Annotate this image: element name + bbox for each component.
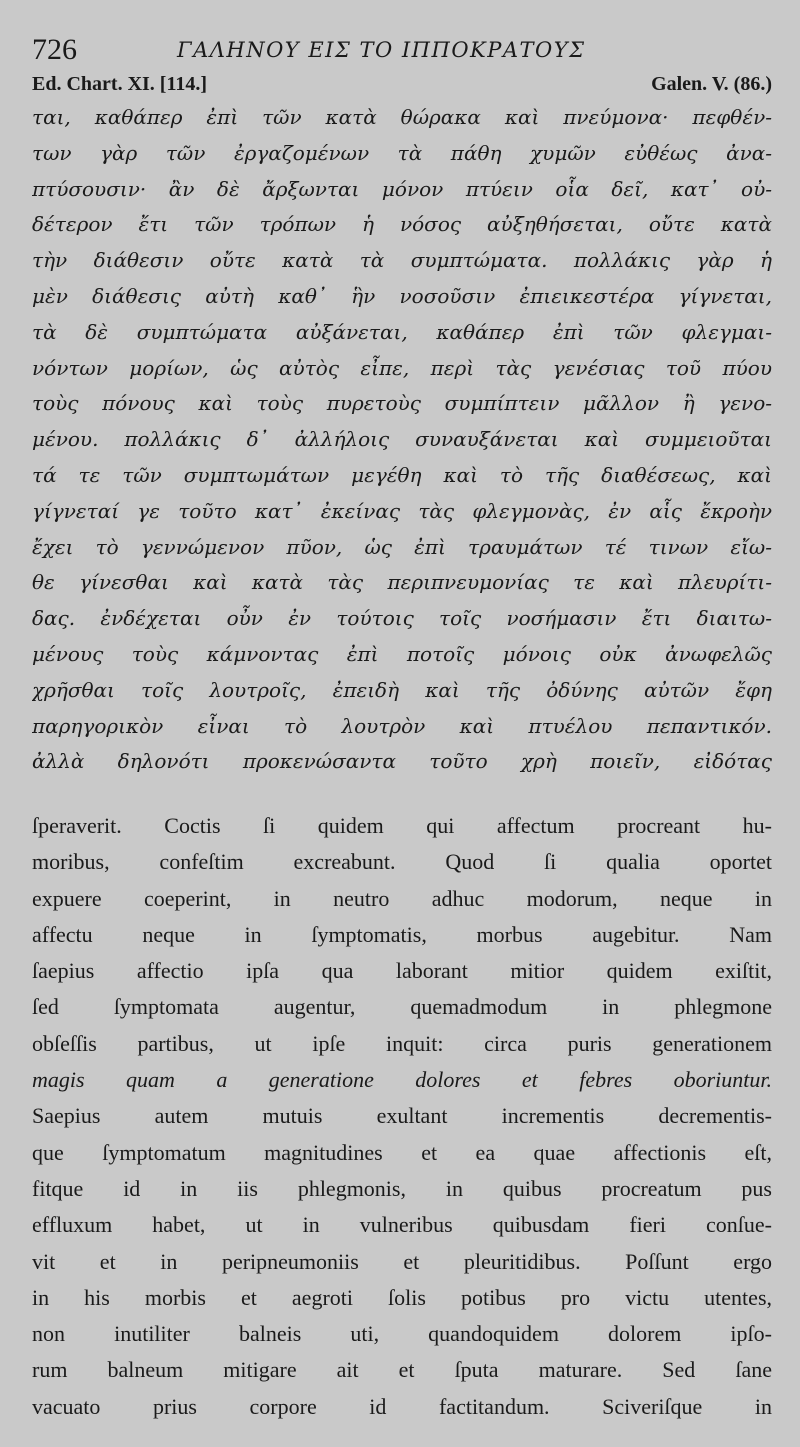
- greek-line: χρῆσθαι τοῖς λουτροῖς, ἐπειδὴ καὶ τῆς ὀδύνης αὐτῶν ἔφη: [32, 677, 772, 702]
- greek-line: τοὺς πόνους καὶ τοὺς πυρετοὺς συμπίπτειν μᾶλλον ἢ γενο-: [32, 391, 772, 416]
- greek-line: τὴν διάθεσιν οὔτε κατὰ τὰ συμπτώματα. πολλάκις γὰρ ἡ: [32, 248, 772, 273]
- latin-line: ſaepius affectio ipſa qua laborant mitior quidem exiſtit,: [32, 958, 772, 984]
- greek-line: μένους τοὺς κάμνοντας ἐπὶ ποτοῖς μόνοις οὐκ ἀνωφελῶς: [32, 641, 772, 666]
- latin-line: rum balneum mitigare ait et ſputa maturare. Sed ſane: [32, 1357, 772, 1383]
- greek-line: ται, καθάπερ ἐπὶ τῶν κατὰ θώρακα καὶ πνεύμονα· πεφθέν-: [32, 105, 772, 129]
- latin-line: non inutiliter balneis uti, quandoquidem dolorem ipſo-: [32, 1321, 772, 1347]
- edition-reference: [32, 69, 772, 99]
- greek-line: γίγνεταί γε τοῦτο κατ᾽ ἐκείνας τὰς φλεγμονὰς, ἐν αἷς ἔκροὴν: [32, 498, 772, 523]
- greek-line: τά τε τῶν συμπτωμάτων μεγέθη καὶ τὸ τῆς διαθέσεως, καὶ: [32, 462, 772, 487]
- greek-line: μὲν διάθεσις αὐτὴ καθ᾽ ἣν νοσοῦσιν ἐπιεικεστέρα γίγνεται,: [32, 283, 772, 308]
- latin-line: expuere coeperint, in neutro adhuc modorum, neque in: [32, 885, 772, 911]
- latin-text-block: [32, 808, 772, 1425]
- greek-line: δας. ἐνδέχεται οὖν ἐν τούτοις τοῖς νοσήμασιν ἔτι διαιτω-: [32, 606, 772, 631]
- latin-line: fitque id in iis phlegmonis, in quibus procreatum pus: [32, 1175, 772, 1201]
- latin-line: effluxum habet, ut in vulneribus quibusdam fieri conſue-: [32, 1212, 772, 1238]
- running-title: ΓΑΛΗΝΟΥ ΕΙΣ ΤΟ ΙΠΠΟΚΡΑΤΟΥΣ: [177, 38, 586, 62]
- latin-line: in his morbis et aegroti ſolis potibus pro victu utentes,: [32, 1284, 772, 1310]
- greek-line: ἔχει τὸ γεννώμενον πῦον, ὡς ἐπὶ τραυμάτων τέ τινων εἴω-: [32, 534, 772, 559]
- greek-line: των γὰρ τῶν ἐργαζομένων τὰ πάθη χυμῶν εὐθέως ἀνα-: [32, 140, 772, 165]
- greek-line: δέτερον ἔτι τῶν τρόπων ἡ νόσος αὐξηθήσεται, οὔτε κατὰ: [32, 212, 772, 237]
- latin-line: vit et in peripneumoniis et pleuritidibus. Poſſunt ergo: [32, 1248, 772, 1274]
- latin-line: que ſymptomatum magnitudines et ea quae affectionis eſt,: [32, 1139, 772, 1165]
- greek-text-block: [32, 100, 772, 780]
- edition-galen: Galen. V. (86.): [651, 73, 772, 95]
- greek-line: παρηγορικὸν εἶναι τὸ λουτρὸν καὶ πτυέλου πεπαντικόν.: [32, 713, 772, 738]
- page-number: 726: [32, 33, 77, 66]
- page-header: [32, 30, 772, 70]
- latin-line: affectu neque in ſymptomatis, morbus augebitur. Nam: [32, 921, 772, 947]
- latin-line: Saepius autem mutuis exultant incrementis decrementis-: [32, 1103, 772, 1129]
- greek-line: τὰ δὲ συμπτώματα αὐξάνεται, καθάπερ ἐπὶ τῶν φλεγμαι-: [32, 319, 772, 344]
- latin-line-italic-quote: magis quam a generatione dolores et febres oboriuntur.: [32, 1067, 772, 1093]
- latin-line: ſed ſymptomata augentur, quemadmodum in phlegmone: [32, 994, 772, 1020]
- greek-line: ἀλλὰ δηλονότι προκενώσαντα τοῦτο χρὴ ποιεῖν, εἰδότας: [32, 749, 772, 774]
- greek-line: πτύσουσιν· ἂν δὲ ἄρξωνται μόνον πτύειν οἷα δεῖ, κατ᾽ οὐ-: [32, 176, 772, 201]
- greek-line: νόντων μορίων, ὡς αὐτὸς εἶπε, περὶ τὰς γενέσιας τοῦ πύου: [32, 355, 772, 380]
- latin-line: vacuato prius corpore id factitandum. Sciveriſque in: [32, 1393, 772, 1419]
- edition-chartier: Ed. Chart. XI. [114.]: [32, 73, 208, 95]
- latin-line: obſeſſis partibus, ut ipſe inquit: circa puris generationem: [32, 1030, 772, 1056]
- latin-line: ſperaverit. Coctis ſi quidem qui affectum procreant hu-: [32, 813, 772, 838]
- latin-line: moribus, confeſtim excreabunt. Quod ſi qualia oportet: [32, 849, 772, 875]
- greek-line: μένου. πολλάκις δ᾽ ἀλλήλοις συναυξάνεται καὶ συμμειοῦται: [32, 427, 772, 452]
- greek-line: θε γίνεσθαι καὶ κατὰ τὰς περιπνευμονίας τε καὶ πλευρίτι-: [32, 570, 772, 595]
